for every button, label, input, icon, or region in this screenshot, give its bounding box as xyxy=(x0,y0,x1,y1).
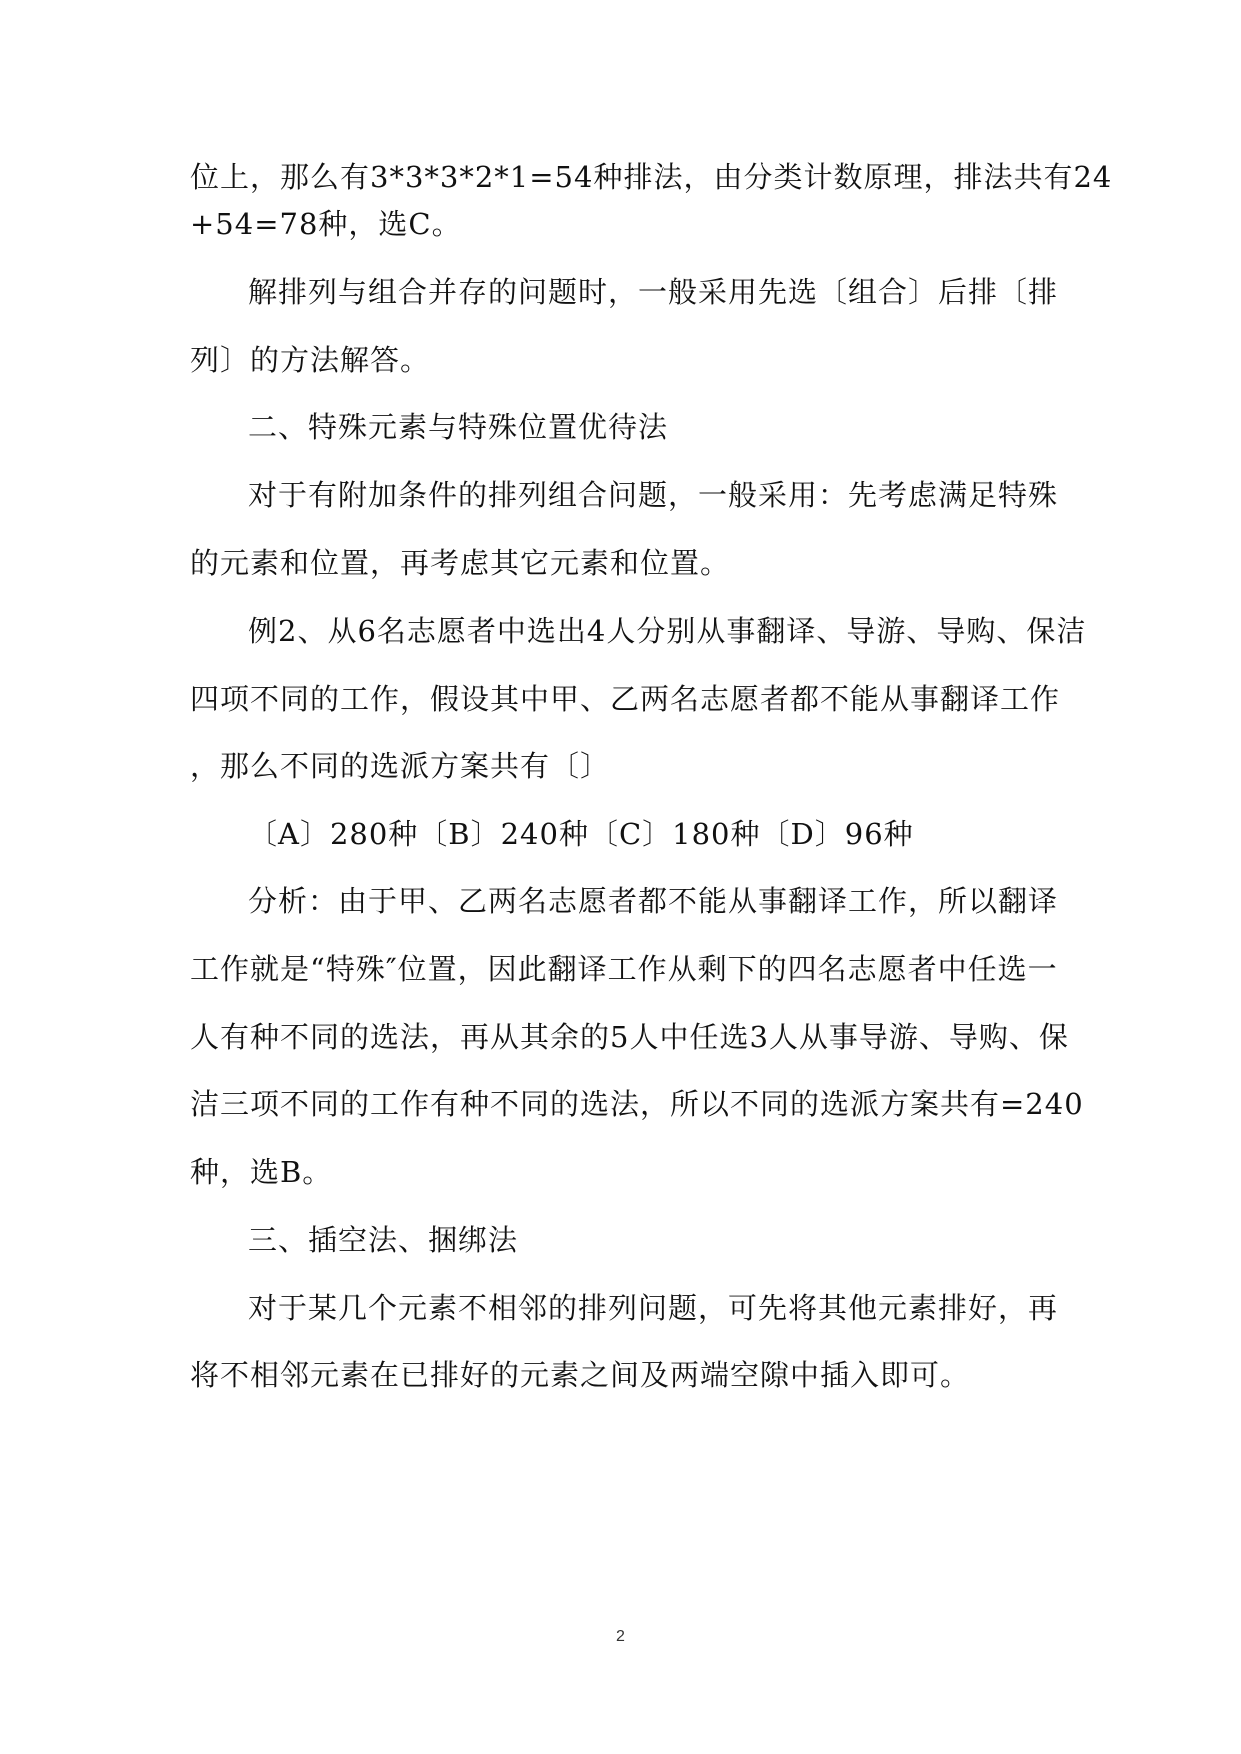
text-line-7: 的元素和位置，再考虑其它元素和位置。 xyxy=(190,546,731,580)
section-heading-3: 三、插空法、捆绑法 xyxy=(248,1223,519,1257)
analysis-line-4: 洁三项不同的工作有种不同的选法，所以不同的选派方案共有=240 xyxy=(190,1087,1084,1121)
paragraph-line-6: 对于有附加条件的排列组合问题，一般采用：先考虑满足特殊 xyxy=(248,478,1059,512)
analysis-line-2: 工作就是“特殊″位置，因此翻译工作从剩下的四名志愿者中任选一 xyxy=(190,952,1058,986)
paragraph-line-3: 解排列与组合并存的问题时，一般采用先选〔组合〕后排〔排 xyxy=(248,275,1059,309)
example-heading: 例2、从6名志愿者中选出4人分别从事翻译、导游、导购、保洁 xyxy=(248,614,1087,648)
text-line-2: +54=78种，选C。 xyxy=(190,207,462,241)
analysis-line-5: 种，选B。 xyxy=(190,1155,333,1189)
paragraph-line-18: 对于某几个元素不相邻的排列问题，可先将其他元素排好，再 xyxy=(248,1291,1059,1325)
text-line-9: 四项不同的工作，假设其中甲、乙两名志愿者都不能从事翻译工作 xyxy=(190,682,1061,716)
answer-options: 〔A〕280种〔B〕240种〔C〕180种〔D〕96种 xyxy=(248,817,914,851)
page-number: 2 xyxy=(616,1628,625,1645)
text-line-1: 位上，那么有3*3*3*2*1=54种排法，由分类计数原理，排法共有24 xyxy=(190,160,1113,194)
analysis-line-3: 人有种不同的选法，再从其余的5人中任选3人从事导游、导购、保 xyxy=(190,1020,1069,1054)
section-heading-2: 二、特殊元素与特殊位置优待法 xyxy=(248,410,669,444)
text-line-10: ，那么不同的选派方案共有〔〕 xyxy=(190,749,611,783)
text-line-4: 列〕的方法解答。 xyxy=(190,343,431,377)
text-line-19: 将不相邻元素在已排好的元素之间及两端空隙中插入即可。 xyxy=(190,1358,971,1392)
analysis-line-1: 分析：由于甲、乙两名志愿者都不能从事翻译工作，所以翻译 xyxy=(248,884,1059,918)
